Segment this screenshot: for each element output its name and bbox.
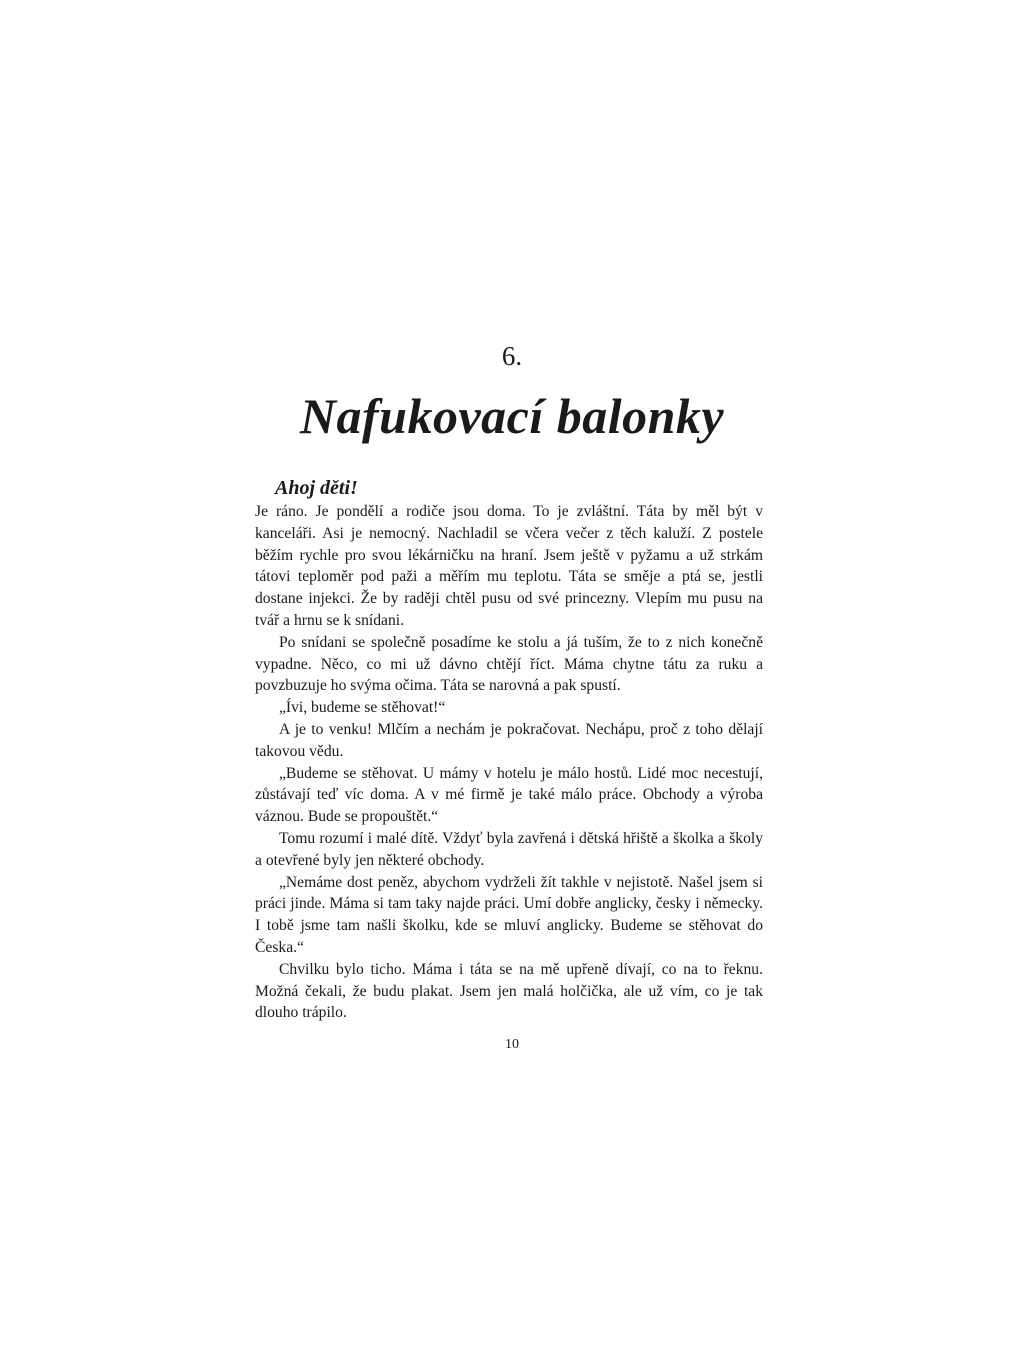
chapter-body [255,475,763,1024]
chapter-title: Nafukovací balonky [299,388,725,444]
paragraph: Chvilku bylo ticho. Máma i táta se na mě upřeně dívají, co na to řeknu. Možná čekali, že budu plakat. Jsem jen malá holčička, ale už vím, co je tak dlouho trápilo. [255,960,763,1022]
paragraph: A je to venku! Mlčím a nechám je pokračovat. Nechápu, proč z toho dělají takovou vědu. [255,720,763,760]
paragraph: „Nemáme dost peněz, abychom vydrželi žít takhle v nejistotě. Našel jsem si práci jinde. Máma si tam taky najde práci. Umí dobře anglicky, česky i německy. I tobě jsme tam našli školku, kde se mluví anglicky. Budeme se stěhovat do Česka.“ [255,873,763,956]
paragraph: Po snídani se společně posadíme ke stolu a já tuším, že to z nich konečně vypadne. Něco, co mi už dávno chtějí říct. Máma chytne tátu za ruku a povzbuzuje ho svýma očima. Táta se narovná a pak spustí. [255,633,763,695]
paragraph: „Budeme se stěhovat. U mámy v hotelu je málo hostů. Lidé moc necestují, zůstávají teď víc doma. A v mé firmě je také málo práce. Obchody a výroba váznou. Bude se propouštět.“ [255,764,763,826]
page-number: 10 [505,1037,519,1052]
paragraph: Je ráno. Je pondělí a rodiče jsou doma. To je zvláštní. Táta by měl být v kanceláři. Asi je nemocný. Nachladil se včera večer z těch kaluží. Z postele běžím rychle pro svou lékárničku na hraní. Jsem ještě v pyžamu a už strkám tátovi teploměr pod paži a měřím mu teplotu. Táta se směje a ptá se, jestli dostane injekci. Že by raději chtěl pusu od své princezny. Vlepím mu pusu na tvář a hrnu se k snídani. [255,503,763,629]
greeting: Ahoj děti! [275,477,358,499]
paragraph: „Ívi, budeme se stěhovat!“ [279,699,446,717]
paragraph: Tomu rozumí i malé dítě. Vždyť byla zavřená i dětská hřiště a školka a školy a otevřené byly jen některé obchody. [255,829,763,869]
chapter-number: 6. [501,341,523,371]
